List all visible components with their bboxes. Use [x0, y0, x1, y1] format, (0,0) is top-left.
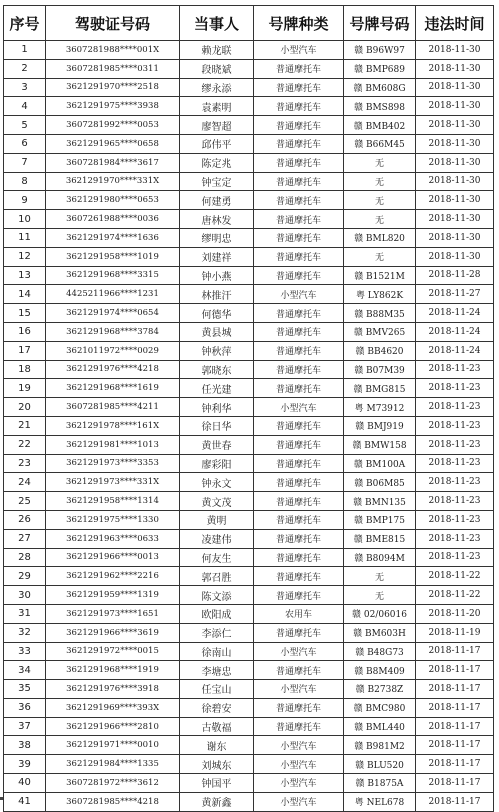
cell-license-number: 3621291971****0010 — [46, 736, 180, 755]
cell-party: 何建勇 — [180, 191, 254, 210]
cell-plate-type: 普通摩托车 — [254, 698, 344, 717]
cell-serial-number: 36 — [4, 698, 46, 717]
cell-license-number: 3607281984****3617 — [46, 153, 180, 172]
cell-license-number: 3621291966****3619 — [46, 623, 180, 642]
cell-plate-type: 普通摩托车 — [254, 228, 344, 247]
cell-violation-time: 2018-11-24 — [416, 341, 494, 360]
cell-violation-time: 2018-11-17 — [416, 792, 494, 811]
header-row — [4, 6, 494, 41]
cell-plate-type: 普通摩托车 — [254, 567, 344, 586]
cell-license-number: 3621291980****0653 — [46, 191, 180, 210]
table-row — [4, 97, 494, 116]
cell-serial-number: 41 — [4, 792, 46, 811]
cell-party: 廖智超 — [180, 116, 254, 135]
cell-serial-number: 1 — [4, 41, 46, 60]
cell-license-number: 3621291974****1636 — [46, 228, 180, 247]
cell-plate-type: 普通摩托车 — [254, 623, 344, 642]
cell-serial-number: 21 — [4, 416, 46, 435]
cell-plate-type: 小型汽车 — [254, 285, 344, 304]
table-row — [4, 736, 494, 755]
cell-violation-time: 2018-11-22 — [416, 586, 494, 605]
cell-party: 黄世春 — [180, 435, 254, 454]
cell-violation-time: 2018-11-24 — [416, 304, 494, 323]
table-row — [4, 680, 494, 699]
cell-party: 谢东 — [180, 736, 254, 755]
cell-party: 欧阳成 — [180, 604, 254, 623]
table-row — [4, 492, 494, 511]
cell-violation-time: 2018-11-30 — [416, 97, 494, 116]
table-row — [4, 304, 494, 323]
cell-party: 黄县城 — [180, 322, 254, 341]
cell-violation-time: 2018-11-23 — [416, 492, 494, 511]
cell-party: 钟宝定 — [180, 172, 254, 191]
cell-serial-number: 12 — [4, 247, 46, 266]
cell-plate-number: 赣 BLU520 — [344, 755, 416, 774]
table-row — [4, 548, 494, 567]
table-row — [4, 172, 494, 191]
table-row — [4, 398, 494, 417]
cell-plate-number: 赣 B88M35 — [344, 304, 416, 323]
table-row — [4, 191, 494, 210]
cell-serial-number: 40 — [4, 774, 46, 793]
cell-plate-number: 赣 B48G73 — [344, 642, 416, 661]
header-license-number: 驾驶证号码 — [46, 6, 180, 41]
cell-party: 钟秋萍 — [180, 341, 254, 360]
table-row — [4, 755, 494, 774]
cell-plate-number: 无 — [344, 567, 416, 586]
cell-plate-type: 普通摩托车 — [254, 266, 344, 285]
cell-party: 徐碧安 — [180, 698, 254, 717]
cell-plate-number: 无 — [344, 172, 416, 191]
table-row — [4, 78, 494, 97]
table-row — [4, 41, 494, 60]
cell-plate-type: 普通摩托车 — [254, 172, 344, 191]
cell-plate-number: 赣 BME815 — [344, 529, 416, 548]
cell-license-number: 3621291984****1335 — [46, 755, 180, 774]
cell-plate-number: 赣 BMG815 — [344, 379, 416, 398]
cell-license-number: 3621291970****331X — [46, 172, 180, 191]
cell-plate-type: 普通摩托车 — [254, 717, 344, 736]
table-row — [4, 153, 494, 172]
cell-serial-number: 33 — [4, 642, 46, 661]
cell-plate-number: 粤 M73912 — [344, 398, 416, 417]
cell-party: 李添仁 — [180, 623, 254, 642]
cell-party: 郭召胜 — [180, 567, 254, 586]
cell-violation-time: 2018-11-17 — [416, 680, 494, 699]
cell-serial-number: 4 — [4, 97, 46, 116]
cell-license-number: 3621291973****3353 — [46, 454, 180, 473]
table-row — [4, 454, 494, 473]
cell-party: 徐日华 — [180, 416, 254, 435]
cell-license-number: 3621291981****1013 — [46, 435, 180, 454]
cell-plate-type: 小型汽车 — [254, 398, 344, 417]
cell-plate-number: 赣 BM603H — [344, 623, 416, 642]
cell-license-number: 3607281985****4218 — [46, 792, 180, 811]
table-row — [4, 116, 494, 135]
cell-violation-time: 2018-11-17 — [416, 698, 494, 717]
cell-license-number: 3621291972****0015 — [46, 642, 180, 661]
cell-serial-number: 8 — [4, 172, 46, 191]
cell-party: 刘建祥 — [180, 247, 254, 266]
cell-party: 缪永添 — [180, 78, 254, 97]
table-row — [4, 59, 494, 78]
cell-violation-time: 2018-11-22 — [416, 567, 494, 586]
cell-plate-type: 普通摩托车 — [254, 661, 344, 680]
violation-table — [3, 5, 494, 812]
cell-party: 钟国平 — [180, 774, 254, 793]
cell-plate-type: 普通摩托车 — [254, 59, 344, 78]
cell-serial-number: 20 — [4, 398, 46, 417]
cell-license-number: 3621291969****393X — [46, 698, 180, 717]
table-row — [4, 379, 494, 398]
cell-plate-type: 小型汽车 — [254, 755, 344, 774]
cell-violation-time: 2018-11-23 — [416, 435, 494, 454]
cell-party: 陈定兆 — [180, 153, 254, 172]
cell-plate-number: 赣 BMP689 — [344, 59, 416, 78]
cell-plate-number: 赣 BM608G — [344, 78, 416, 97]
cell-plate-type: 小型汽车 — [254, 792, 344, 811]
cell-plate-type: 小型汽车 — [254, 41, 344, 60]
cell-license-number: 3621291978****161X — [46, 416, 180, 435]
cell-serial-number: 23 — [4, 454, 46, 473]
cell-plate-number: 赣 02/06016 — [344, 604, 416, 623]
cell-plate-type: 普通摩托车 — [254, 116, 344, 135]
cell-serial-number: 37 — [4, 717, 46, 736]
cell-plate-type: 普通摩托车 — [254, 153, 344, 172]
cell-party: 林推汗 — [180, 285, 254, 304]
cell-party: 邱伟平 — [180, 134, 254, 153]
cell-serial-number: 28 — [4, 548, 46, 567]
cell-violation-time: 2018-11-30 — [416, 172, 494, 191]
cell-party: 凌建伟 — [180, 529, 254, 548]
header-violation-time: 违法时间 — [416, 6, 494, 41]
cell-license-number: 3621291968****3784 — [46, 322, 180, 341]
cell-plate-number: 赣 BMV265 — [344, 322, 416, 341]
cell-party: 古敬福 — [180, 717, 254, 736]
cell-license-number: 3621291962****2216 — [46, 567, 180, 586]
cell-plate-number: 赣 BMJ919 — [344, 416, 416, 435]
cell-plate-number: 赣 BMP175 — [344, 510, 416, 529]
cell-plate-number: 赣 BMB402 — [344, 116, 416, 135]
cell-plate-number: 赣 BMS898 — [344, 97, 416, 116]
cell-violation-time: 2018-11-30 — [416, 228, 494, 247]
cell-plate-type: 普通摩托车 — [254, 360, 344, 379]
cell-plate-type: 普通摩托车 — [254, 304, 344, 323]
table-row — [4, 623, 494, 642]
cell-license-number: 3621291970****2518 — [46, 78, 180, 97]
corner-dot — [0, 797, 3, 800]
cell-violation-time: 2018-11-19 — [416, 623, 494, 642]
table-row — [4, 210, 494, 229]
cell-violation-time: 2018-11-17 — [416, 642, 494, 661]
table-row — [4, 416, 494, 435]
cell-serial-number: 24 — [4, 473, 46, 492]
cell-party: 钟小燕 — [180, 266, 254, 285]
table-row — [4, 792, 494, 811]
cell-violation-time: 2018-11-30 — [416, 134, 494, 153]
cell-plate-type: 小型汽车 — [254, 774, 344, 793]
cell-party: 袁素明 — [180, 97, 254, 116]
cell-plate-number: 赣 B1521M — [344, 266, 416, 285]
cell-plate-number: 赣 B06M85 — [344, 473, 416, 492]
cell-violation-time: 2018-11-17 — [416, 774, 494, 793]
cell-violation-time: 2018-11-23 — [416, 379, 494, 398]
cell-serial-number: 25 — [4, 492, 46, 511]
cell-party: 唐林发 — [180, 210, 254, 229]
cell-plate-type: 普通摩托车 — [254, 78, 344, 97]
cell-violation-time: 2018-11-23 — [416, 416, 494, 435]
cell-party: 任光建 — [180, 379, 254, 398]
cell-plate-type: 普通摩托车 — [254, 586, 344, 605]
cell-license-number: 3607281972****3612 — [46, 774, 180, 793]
cell-license-number: 3621291963****0633 — [46, 529, 180, 548]
cell-serial-number: 27 — [4, 529, 46, 548]
cell-plate-type: 普通摩托车 — [254, 191, 344, 210]
cell-party: 黄新鑫 — [180, 792, 254, 811]
table-row — [4, 247, 494, 266]
cell-serial-number: 31 — [4, 604, 46, 623]
table-header — [4, 6, 494, 41]
cell-violation-time: 2018-11-30 — [416, 153, 494, 172]
cell-plate-number: 赣 B8M409 — [344, 661, 416, 680]
table-row — [4, 473, 494, 492]
cell-violation-time: 2018-11-28 — [416, 266, 494, 285]
cell-plate-type: 普通摩托车 — [254, 492, 344, 511]
cell-party: 刘城东 — [180, 755, 254, 774]
cell-serial-number: 7 — [4, 153, 46, 172]
header-plate-type: 号牌种类 — [254, 6, 344, 41]
cell-violation-time: 2018-11-30 — [416, 116, 494, 135]
cell-serial-number: 32 — [4, 623, 46, 642]
cell-violation-time: 2018-11-17 — [416, 661, 494, 680]
cell-plate-number: 无 — [344, 586, 416, 605]
cell-plate-number: 赣 BMN135 — [344, 492, 416, 511]
cell-plate-type: 普通摩托车 — [254, 210, 344, 229]
cell-party: 何德华 — [180, 304, 254, 323]
table-row — [4, 586, 494, 605]
cell-serial-number: 6 — [4, 134, 46, 153]
cell-license-number: 3607281988****001X — [46, 41, 180, 60]
cell-serial-number: 34 — [4, 661, 46, 680]
cell-plate-type: 普通摩托车 — [254, 529, 344, 548]
cell-plate-number: 赣 B1875A — [344, 774, 416, 793]
cell-license-number: 3621291973****1651 — [46, 604, 180, 623]
cell-plate-type: 普通摩托车 — [254, 97, 344, 116]
cell-party: 何友生 — [180, 548, 254, 567]
cell-serial-number: 22 — [4, 435, 46, 454]
cell-plate-number: 赣 B07M39 — [344, 360, 416, 379]
cell-plate-type: 农用车 — [254, 604, 344, 623]
header-plate-number: 号牌号码 — [344, 6, 416, 41]
cell-serial-number: 11 — [4, 228, 46, 247]
cell-violation-time: 2018-11-23 — [416, 398, 494, 417]
cell-plate-type: 普通摩托车 — [254, 473, 344, 492]
cell-plate-number: 粤 LY862K — [344, 285, 416, 304]
cell-violation-time: 2018-11-17 — [416, 755, 494, 774]
cell-plate-type: 普通摩托车 — [254, 322, 344, 341]
table-row — [4, 341, 494, 360]
cell-serial-number: 10 — [4, 210, 46, 229]
cell-license-number: 4425211966****1231 — [46, 285, 180, 304]
cell-plate-number: 赣 B96W97 — [344, 41, 416, 60]
cell-license-number: 3621291976****3918 — [46, 680, 180, 699]
cell-violation-time: 2018-11-23 — [416, 360, 494, 379]
cell-license-number: 3621291976****4218 — [46, 360, 180, 379]
cell-violation-time: 2018-11-30 — [416, 247, 494, 266]
table-row — [4, 266, 494, 285]
cell-violation-time: 2018-11-23 — [416, 473, 494, 492]
table-row — [4, 285, 494, 304]
cell-plate-number: 赣 BB4620 — [344, 341, 416, 360]
cell-license-number: 3621291968****3315 — [46, 266, 180, 285]
cell-violation-time: 2018-11-23 — [416, 529, 494, 548]
cell-plate-number: 赣 B981M2 — [344, 736, 416, 755]
cell-license-number: 3621011972****0029 — [46, 341, 180, 360]
cell-plate-type: 普通摩托车 — [254, 416, 344, 435]
cell-plate-number: 赣 BMW158 — [344, 435, 416, 454]
cell-license-number: 3621291974****0654 — [46, 304, 180, 323]
cell-party: 廖彩阳 — [180, 454, 254, 473]
cell-serial-number: 9 — [4, 191, 46, 210]
cell-license-number: 3621291975****3938 — [46, 97, 180, 116]
cell-violation-time: 2018-11-23 — [416, 510, 494, 529]
table-row — [4, 435, 494, 454]
cell-violation-time: 2018-11-17 — [416, 717, 494, 736]
cell-plate-type: 普通摩托车 — [254, 134, 344, 153]
cell-serial-number: 38 — [4, 736, 46, 755]
cell-plate-number: 无 — [344, 153, 416, 172]
cell-plate-number: 无 — [344, 191, 416, 210]
cell-license-number: 3621291965****0658 — [46, 134, 180, 153]
table-row — [4, 228, 494, 247]
cell-license-number: 3607281992****0053 — [46, 116, 180, 135]
cell-serial-number: 29 — [4, 567, 46, 586]
cell-license-number: 3607281985****4211 — [46, 398, 180, 417]
cell-serial-number: 15 — [4, 304, 46, 323]
cell-plate-type: 普通摩托车 — [254, 247, 344, 266]
cell-serial-number: 35 — [4, 680, 46, 699]
cell-serial-number: 14 — [4, 285, 46, 304]
cell-plate-number: 无 — [344, 210, 416, 229]
cell-violation-time: 2018-11-30 — [416, 191, 494, 210]
cell-party: 钟永文 — [180, 473, 254, 492]
cell-plate-number: 赣 BMC980 — [344, 698, 416, 717]
table-row — [4, 698, 494, 717]
cell-party: 李塘忠 — [180, 661, 254, 680]
cell-plate-type: 普通摩托车 — [254, 435, 344, 454]
cell-plate-number: 赣 BM100A — [344, 454, 416, 473]
cell-party: 郭晓东 — [180, 360, 254, 379]
cell-plate-number: 赣 BML440 — [344, 717, 416, 736]
cell-serial-number: 16 — [4, 322, 46, 341]
cell-violation-time: 2018-11-17 — [416, 736, 494, 755]
table-row — [4, 322, 494, 341]
cell-license-number: 3621291966****0013 — [46, 548, 180, 567]
cell-plate-number: 赣 B2738Z — [344, 680, 416, 699]
cell-party: 徐南山 — [180, 642, 254, 661]
table-row — [4, 774, 494, 793]
cell-license-number: 3621291966****2810 — [46, 717, 180, 736]
cell-violation-time: 2018-11-24 — [416, 322, 494, 341]
cell-license-number: 3621291959****1319 — [46, 586, 180, 605]
header-serial-number: 序号 — [4, 6, 46, 41]
cell-violation-time: 2018-11-30 — [416, 41, 494, 60]
table-row — [4, 510, 494, 529]
cell-serial-number: 17 — [4, 341, 46, 360]
cell-plate-type: 普通摩托车 — [254, 379, 344, 398]
table-row — [4, 642, 494, 661]
cell-plate-type: 普通摩托车 — [254, 454, 344, 473]
cell-license-number: 3621291968****1919 — [46, 661, 180, 680]
cell-plate-number: 赣 B66M45 — [344, 134, 416, 153]
cell-license-number: 3621291975****1330 — [46, 510, 180, 529]
cell-party: 段晓斌 — [180, 59, 254, 78]
cell-serial-number: 18 — [4, 360, 46, 379]
cell-violation-time: 2018-11-23 — [416, 454, 494, 473]
cell-party: 黄明 — [180, 510, 254, 529]
cell-plate-number: 无 — [344, 247, 416, 266]
cell-violation-time: 2018-11-30 — [416, 59, 494, 78]
cell-serial-number: 39 — [4, 755, 46, 774]
table-body — [4, 41, 494, 812]
cell-plate-type: 小型汽车 — [254, 736, 344, 755]
cell-plate-type: 小型汽车 — [254, 680, 344, 699]
cell-party: 黄文茂 — [180, 492, 254, 511]
table-row — [4, 134, 494, 153]
cell-party: 任宝山 — [180, 680, 254, 699]
cell-violation-time: 2018-11-27 — [416, 285, 494, 304]
cell-serial-number: 2 — [4, 59, 46, 78]
header-party: 当事人 — [180, 6, 254, 41]
cell-plate-type: 普通摩托车 — [254, 341, 344, 360]
cell-plate-number: 赣 B8094M — [344, 548, 416, 567]
cell-party: 钟利华 — [180, 398, 254, 417]
cell-plate-number: 赣 BML820 — [344, 228, 416, 247]
cell-party: 陈文添 — [180, 586, 254, 605]
cell-serial-number: 3 — [4, 78, 46, 97]
cell-serial-number: 13 — [4, 266, 46, 285]
cell-plate-type: 小型汽车 — [254, 642, 344, 661]
cell-violation-time: 2018-11-23 — [416, 548, 494, 567]
cell-license-number: 3607261988****0036 — [46, 210, 180, 229]
cell-serial-number: 26 — [4, 510, 46, 529]
cell-license-number: 3607281985****0311 — [46, 59, 180, 78]
cell-plate-type: 普通摩托车 — [254, 510, 344, 529]
cell-violation-time: 2018-11-30 — [416, 210, 494, 229]
cell-serial-number: 30 — [4, 586, 46, 605]
table-row — [4, 717, 494, 736]
table-row — [4, 529, 494, 548]
table-row — [4, 604, 494, 623]
cell-plate-number: 粤 NEL678 — [344, 792, 416, 811]
cell-violation-time: 2018-11-30 — [416, 78, 494, 97]
cell-serial-number: 19 — [4, 379, 46, 398]
cell-license-number: 3621291968****1619 — [46, 379, 180, 398]
cell-violation-time: 2018-11-20 — [416, 604, 494, 623]
cell-license-number: 3621291958****1314 — [46, 492, 180, 511]
table-row — [4, 567, 494, 586]
cell-plate-type: 普通摩托车 — [254, 548, 344, 567]
table-row — [4, 661, 494, 680]
cell-party: 缪明忠 — [180, 228, 254, 247]
cell-license-number: 3621291958****1019 — [46, 247, 180, 266]
cell-license-number: 3621291973****331X — [46, 473, 180, 492]
cell-party: 赖龙联 — [180, 41, 254, 60]
table-row — [4, 360, 494, 379]
cell-serial-number: 5 — [4, 116, 46, 135]
